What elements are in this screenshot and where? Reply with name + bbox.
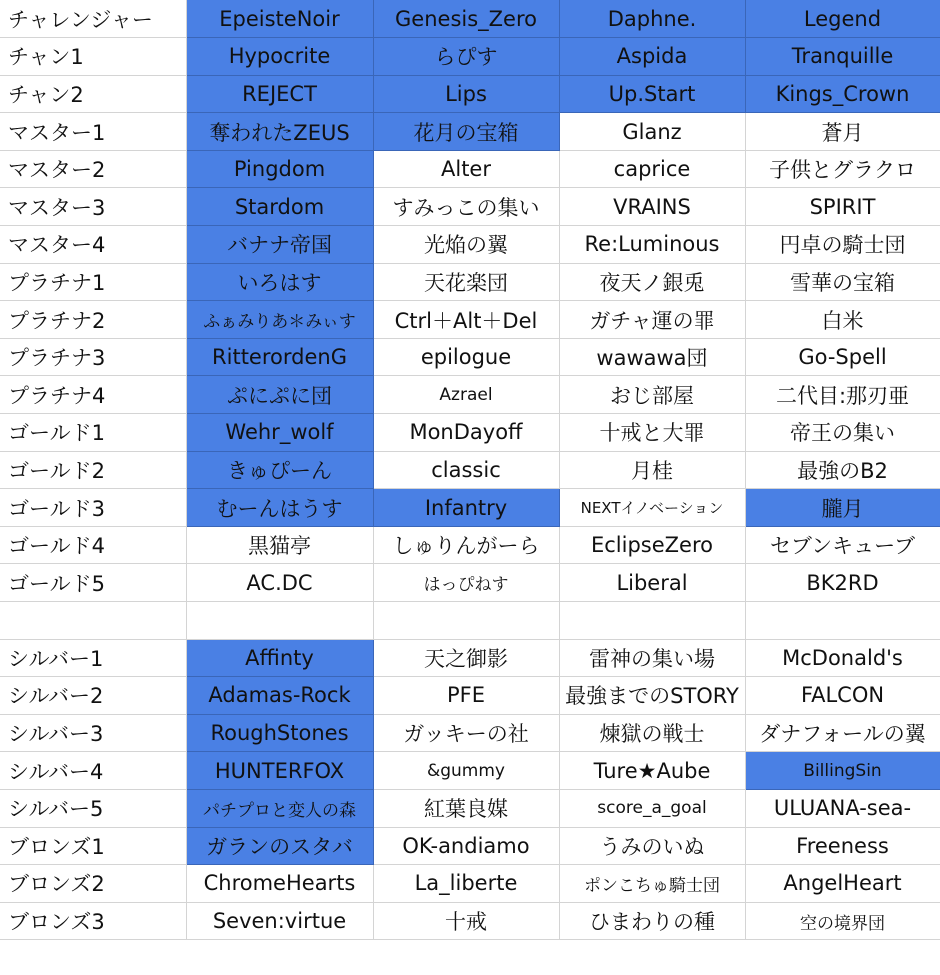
team-cell[interactable]: 帝王の集い: [745, 414, 940, 452]
table-row: [0, 75, 940, 113]
table-row: [0, 263, 940, 301]
team-cell[interactable]: [559, 602, 745, 640]
table-row: [0, 226, 940, 264]
row-label-cell[interactable]: プラチナ1: [0, 263, 186, 301]
team-cell[interactable]: Affinty: [186, 639, 373, 677]
row-label-cell[interactable]: チャレンジャー: [0, 0, 186, 38]
team-cell[interactable]: ガランのスタバ: [186, 827, 373, 865]
table-row: [0, 489, 940, 527]
row-label-cell[interactable]: チャン2: [0, 75, 186, 113]
table-row: [0, 639, 940, 677]
team-cell[interactable]: 朧月: [745, 489, 940, 527]
row-label-cell[interactable]: ゴールド1: [0, 414, 186, 452]
team-cell[interactable]: 黒猫亭: [186, 526, 373, 564]
team-cell[interactable]: Up.Start: [559, 75, 745, 113]
team-cell[interactable]: 蒼月: [745, 113, 940, 151]
table-row: [0, 526, 940, 564]
team-cell[interactable]: いろはす: [186, 263, 373, 301]
team-cell[interactable]: 十戒と大罪: [559, 414, 745, 452]
table-row: [0, 564, 940, 602]
row-label-cell[interactable]: シルバー4: [0, 752, 186, 790]
team-cell[interactable]: FALCON: [745, 677, 940, 715]
row-label-cell[interactable]: ブロンズ1: [0, 827, 186, 865]
team-cell[interactable]: Pingdom: [186, 150, 373, 188]
team-cell[interactable]: らぴす: [373, 38, 559, 76]
team-cell[interactable]: Wehr_wolf: [186, 414, 373, 452]
row-label-cell[interactable]: ゴールド2: [0, 451, 186, 489]
team-cell[interactable]: すみっこの集い: [373, 188, 559, 226]
table-row: [0, 38, 940, 76]
team-cell[interactable]: ガッキーの社: [373, 714, 559, 752]
table-row: [0, 301, 940, 339]
team-cell[interactable]: RitterordenG: [186, 338, 373, 376]
team-cell[interactable]: 夜天ノ銀兎: [559, 263, 745, 301]
row-label-cell[interactable]: シルバー2: [0, 677, 186, 715]
team-cell[interactable]: Tranquille: [745, 38, 940, 76]
team-cell[interactable]: 最強のB2: [745, 451, 940, 489]
team-cell[interactable]: 紅葉良媒: [373, 789, 559, 827]
team-cell[interactable]: 天花楽団: [373, 263, 559, 301]
team-cell[interactable]: Alter: [373, 150, 559, 188]
team-cell[interactable]: Daphne.: [559, 0, 745, 38]
team-cell[interactable]: [373, 602, 559, 640]
team-cell[interactable]: Hypocrite: [186, 38, 373, 76]
row-label-cell[interactable]: プラチナ4: [0, 376, 186, 414]
table-row: [0, 188, 940, 226]
team-cell[interactable]: Liberal: [559, 564, 745, 602]
team-cell[interactable]: 花月の宝箱: [373, 113, 559, 151]
team-cell[interactable]: Re:Luminous: [559, 226, 745, 264]
row-label-cell[interactable]: プラチナ2: [0, 301, 186, 339]
team-cell[interactable]: むーんはうす: [186, 489, 373, 527]
team-cell[interactable]: EpeisteNoir: [186, 0, 373, 38]
team-cell[interactable]: Adamas-Rock: [186, 677, 373, 715]
team-cell[interactable]: Legend: [745, 0, 940, 38]
team-cell[interactable]: AngelHeart: [745, 865, 940, 903]
row-label-cell[interactable]: シルバー3: [0, 714, 186, 752]
team-cell[interactable]: La_liberte: [373, 865, 559, 903]
table-row: [0, 865, 940, 903]
team-cell[interactable]: Seven:virtue: [186, 902, 373, 940]
team-cell[interactable]: 月桂: [559, 451, 745, 489]
team-cell[interactable]: OK-andiamo: [373, 827, 559, 865]
team-cell[interactable]: REJECT: [186, 75, 373, 113]
team-cell[interactable]: Go-Spell: [745, 338, 940, 376]
team-cell[interactable]: McDonald's: [745, 639, 940, 677]
team-cell[interactable]: 煉獄の戦士: [559, 714, 745, 752]
team-cell[interactable]: Kings_Crown: [745, 75, 940, 113]
team-cell[interactable]: Aspida: [559, 38, 745, 76]
row-label-cell[interactable]: シルバー1: [0, 639, 186, 677]
team-cell[interactable]: 光焔の翼: [373, 226, 559, 264]
team-cell[interactable]: しゅりんがーら: [373, 526, 559, 564]
team-cell[interactable]: NEXTイノベーション: [559, 489, 745, 527]
team-cell[interactable]: ひまわりの種: [559, 902, 745, 940]
team-cell[interactable]: ChromeHearts: [186, 865, 373, 903]
table-row: [0, 451, 940, 489]
team-cell[interactable]: 雪華の宝箱: [745, 263, 940, 301]
team-cell[interactable]: &gummy: [373, 752, 559, 790]
team-cell[interactable]: パチプロと変人の森: [186, 789, 373, 827]
team-cell[interactable]: 天之御影: [373, 639, 559, 677]
team-cell[interactable]: 奪われたZEUS: [186, 113, 373, 151]
team-cell[interactable]: ぷにぷに団: [186, 376, 373, 414]
team-cell[interactable]: EclipseZero: [559, 526, 745, 564]
team-cell[interactable]: MonDayoff: [373, 414, 559, 452]
team-cell[interactable]: classic: [373, 451, 559, 489]
row-label-cell[interactable]: ゴールド3: [0, 489, 186, 527]
row-label-cell[interactable]: [0, 602, 186, 640]
row-label-cell[interactable]: ブロンズ2: [0, 865, 186, 903]
row-label-cell[interactable]: マスター1: [0, 113, 186, 151]
team-cell[interactable]: HUNTERFOX: [186, 752, 373, 790]
team-cell[interactable]: 子供とグラクロ: [745, 150, 940, 188]
team-cell[interactable]: バナナ帝国: [186, 226, 373, 264]
team-cell[interactable]: AC.DC: [186, 564, 373, 602]
team-cell[interactable]: BillingSin: [745, 752, 940, 790]
team-cell[interactable]: セブンキューブ: [745, 526, 940, 564]
row-label-cell[interactable]: チャン1: [0, 38, 186, 76]
team-cell[interactable]: VRAINS: [559, 188, 745, 226]
table-row: [0, 338, 940, 376]
team-cell[interactable]: PFE: [373, 677, 559, 715]
team-cell[interactable]: RoughStones: [186, 714, 373, 752]
table-row: [0, 150, 940, 188]
row-label-cell[interactable]: ブロンズ3: [0, 902, 186, 940]
team-cell[interactable]: Freeness: [745, 827, 940, 865]
team-cell[interactable]: 最強までのSTORY: [559, 677, 745, 715]
team-cell[interactable]: Ture★Aube: [559, 752, 745, 790]
table-row: [0, 827, 940, 865]
team-cell[interactable]: はっぴねす: [373, 564, 559, 602]
team-cell[interactable]: 白米: [745, 301, 940, 339]
table-row: [0, 789, 940, 827]
table-row: [0, 113, 940, 151]
team-cell[interactable]: 十戒: [373, 902, 559, 940]
row-label-cell[interactable]: マスター4: [0, 226, 186, 264]
team-cell[interactable]: epilogue: [373, 338, 559, 376]
team-cell[interactable]: うみのいぬ: [559, 827, 745, 865]
team-cell[interactable]: [745, 602, 940, 640]
table-row: [0, 752, 940, 790]
table-row: [0, 602, 940, 640]
row-label-cell[interactable]: ゴールド4: [0, 526, 186, 564]
team-cell[interactable]: SPIRIT: [745, 188, 940, 226]
team-cell[interactable]: ポンこちゅ騎士団: [559, 865, 745, 903]
table-row: [0, 677, 940, 715]
table-row: [0, 414, 940, 452]
team-cell[interactable]: Azrael: [373, 376, 559, 414]
row-label-cell[interactable]: シルバー5: [0, 789, 186, 827]
team-cell[interactable]: きゅぴーん: [186, 451, 373, 489]
team-cell[interactable]: 円卓の騎士団: [745, 226, 940, 264]
team-cell[interactable]: Infantry: [373, 489, 559, 527]
table-row: [0, 902, 940, 940]
team-cell[interactable]: BK2RD: [745, 564, 940, 602]
table-row: [0, 714, 940, 752]
team-cell[interactable]: ガチャ運の罪: [559, 301, 745, 339]
team-cell[interactable]: ふぁみりあ＊みぃす: [186, 301, 373, 339]
row-label-cell[interactable]: ゴールド5: [0, 564, 186, 602]
row-label-cell[interactable]: プラチナ3: [0, 338, 186, 376]
row-label-cell[interactable]: マスター3: [0, 188, 186, 226]
team-cell[interactable]: [186, 602, 373, 640]
team-cell[interactable]: 空の境界団: [745, 902, 940, 940]
team-cell[interactable]: おじ部屋: [559, 376, 745, 414]
team-cell[interactable]: score_a_goal: [559, 789, 745, 827]
team-cell[interactable]: wawawa団: [559, 338, 745, 376]
team-cell[interactable]: Ctrl＋Alt＋Del: [373, 301, 559, 339]
team-cell[interactable]: caprice: [559, 150, 745, 188]
team-cell[interactable]: ULUANA-sea-: [745, 789, 940, 827]
team-cell[interactable]: Glanz: [559, 113, 745, 151]
row-label-cell[interactable]: マスター2: [0, 150, 186, 188]
team-cell[interactable]: ダナフォールの翼: [745, 714, 940, 752]
team-cell[interactable]: Genesis_Zero: [373, 0, 559, 38]
team-cell[interactable]: 二代目:那刃亜: [745, 376, 940, 414]
team-cell[interactable]: 雷神の集い場: [559, 639, 745, 677]
team-cell[interactable]: Lips: [373, 75, 559, 113]
team-cell[interactable]: Stardom: [186, 188, 373, 226]
table-row: [0, 0, 940, 38]
table-row: [0, 376, 940, 414]
